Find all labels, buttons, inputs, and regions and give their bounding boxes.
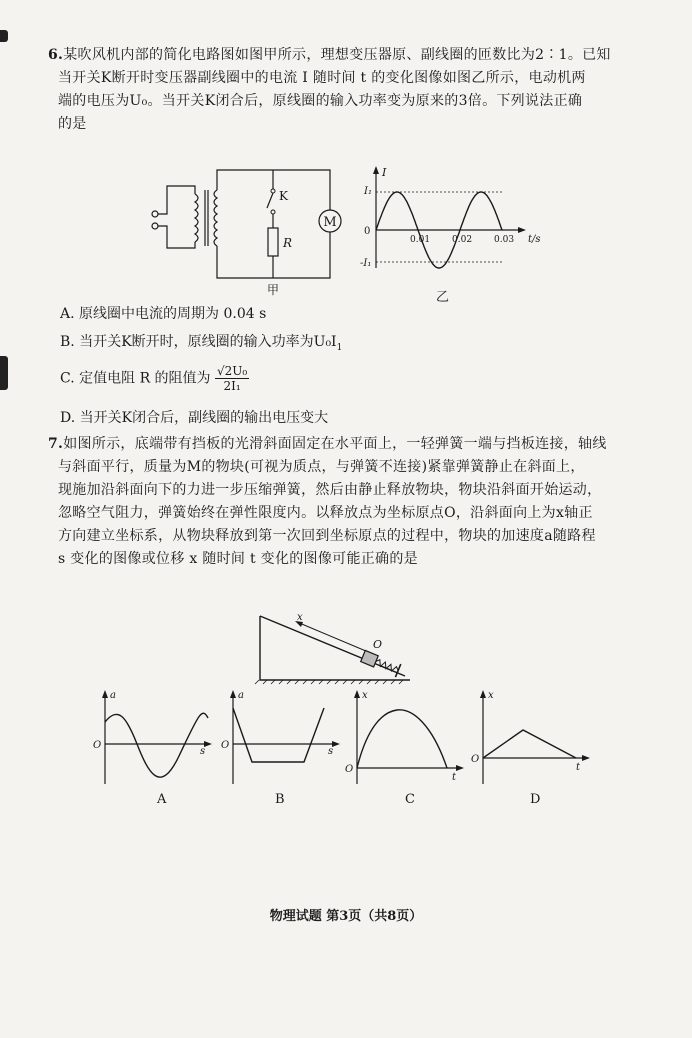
question-6-stem: 6.某吹风机内部的简化电路图如图甲所示，理想变压器原、副线圈的匝数比为2∶1。已知 当开关K断开时变压器副线圈中的电流 I 随时间 t 的变化图像如图乙所示，电动机两 端的电压为U₀。当开关K闭合后，原线圈的输入功率变为原来的3倍。下列说法正确 的是	[48, 47, 611, 132]
option-b-label[interactable]: B	[275, 792, 285, 807]
svg-text:t: t	[576, 762, 581, 773]
x-axis-unit: t/s	[528, 234, 541, 245]
secondary-coil	[214, 190, 217, 246]
svg-text:s: s	[200, 746, 206, 757]
q6-option-c[interactable]: C. 定值电阻 R 的阻值为 $\frac{\text{√2U₀}}{\text{2I₁}}$	[60, 364, 248, 393]
curve-c	[357, 710, 447, 768]
curve-b	[233, 708, 324, 762]
stop-plate	[395, 664, 400, 677]
svg-text:t: t	[452, 772, 457, 783]
question-7-stem: 7.如图所示，底端带有挡板的光滑斜面固定在水平面上，一轻弹簧一端与挡板连接，轴线 与斜面平行，质量为M的物块(可视为质点，与弹簧不连接)紧靠弹簧静止在斜面上， 现施加沿斜面向下的力进一步压缩弹簧，然后由静止释放物块，物块沿斜面开始运动， 忽略空气阻力，弹簧始终在弹性限度内。以释放点为坐标原点O，沿斜面向上为x轴正 方向建立坐标系，从物块释放到第一次回到坐标原点的过程中，物块的加速度a随路程 s 变化的图像或位移 x 随时间 t 变化的图像可能正确的是	[48, 436, 607, 567]
option-a-label[interactable]: A	[157, 792, 167, 807]
x-tick-label: 0.01	[410, 235, 431, 245]
svg-text:a: a	[238, 690, 244, 701]
spring	[375, 659, 399, 674]
fraction: $\frac{\text{√2U₀}}{\text{2I₁}}$	[217, 364, 248, 393]
svg-text:x: x	[362, 690, 368, 701]
peak-label: I₁	[364, 186, 372, 197]
origin-label: O	[373, 638, 383, 651]
page-footer: 物理试题 第3页（共8页）	[269, 909, 423, 924]
curve-a	[105, 713, 208, 777]
svg-text:O: O	[221, 740, 230, 751]
q6-option-a[interactable]: A. 原线圈中电流的周期为 0.04 s	[60, 306, 267, 322]
origin-label: 0	[364, 226, 371, 237]
x-tick-label: 0.02	[452, 235, 473, 245]
incline-diagram	[255, 612, 420, 692]
q6-option-d[interactable]: D. 当开关K闭合后，副线圈的输出电压变大	[60, 410, 329, 426]
binder-mark	[0, 30, 8, 42]
option-a-graph[interactable]	[90, 688, 215, 788]
current-graph	[362, 162, 542, 294]
primary-coil	[195, 194, 198, 242]
option-c-graph[interactable]	[342, 688, 467, 788]
motor-label: M	[323, 215, 337, 230]
incline-surface	[260, 616, 405, 676]
curve-d	[483, 730, 576, 758]
svg-text:a: a	[110, 690, 116, 701]
svg-text:s: s	[328, 746, 334, 757]
resistor-r	[268, 228, 278, 256]
circuit-caption: 甲	[266, 283, 280, 297]
svg-text:x: x	[488, 690, 494, 701]
input-terminal	[152, 223, 158, 229]
svg-text:O: O	[471, 754, 480, 765]
binder-mark	[0, 356, 8, 390]
x-tick-label: 0.03	[494, 235, 515, 245]
svg-text:O: O	[93, 740, 102, 751]
switch-label: K	[279, 189, 288, 203]
option-d-graph[interactable]	[468, 688, 593, 788]
option-c-label[interactable]: C	[405, 792, 415, 807]
svg-text:O: O	[345, 764, 354, 775]
input-terminal	[152, 211, 158, 217]
resistor-label: R	[283, 236, 293, 250]
x-axis-label: x	[297, 612, 303, 623]
q6-option-b[interactable]: B. 当开关K断开时，原线圈的输入功率为$U_0I_1$	[60, 334, 343, 353]
y-axis-label: I	[382, 166, 387, 179]
option-b-graph[interactable]	[218, 688, 343, 788]
circuit-diagram	[145, 160, 355, 300]
switch-k	[267, 193, 273, 208]
option-d-label[interactable]: D	[530, 792, 541, 807]
trough-label: -I₁	[360, 258, 372, 269]
graph-caption: 乙	[436, 290, 450, 305]
